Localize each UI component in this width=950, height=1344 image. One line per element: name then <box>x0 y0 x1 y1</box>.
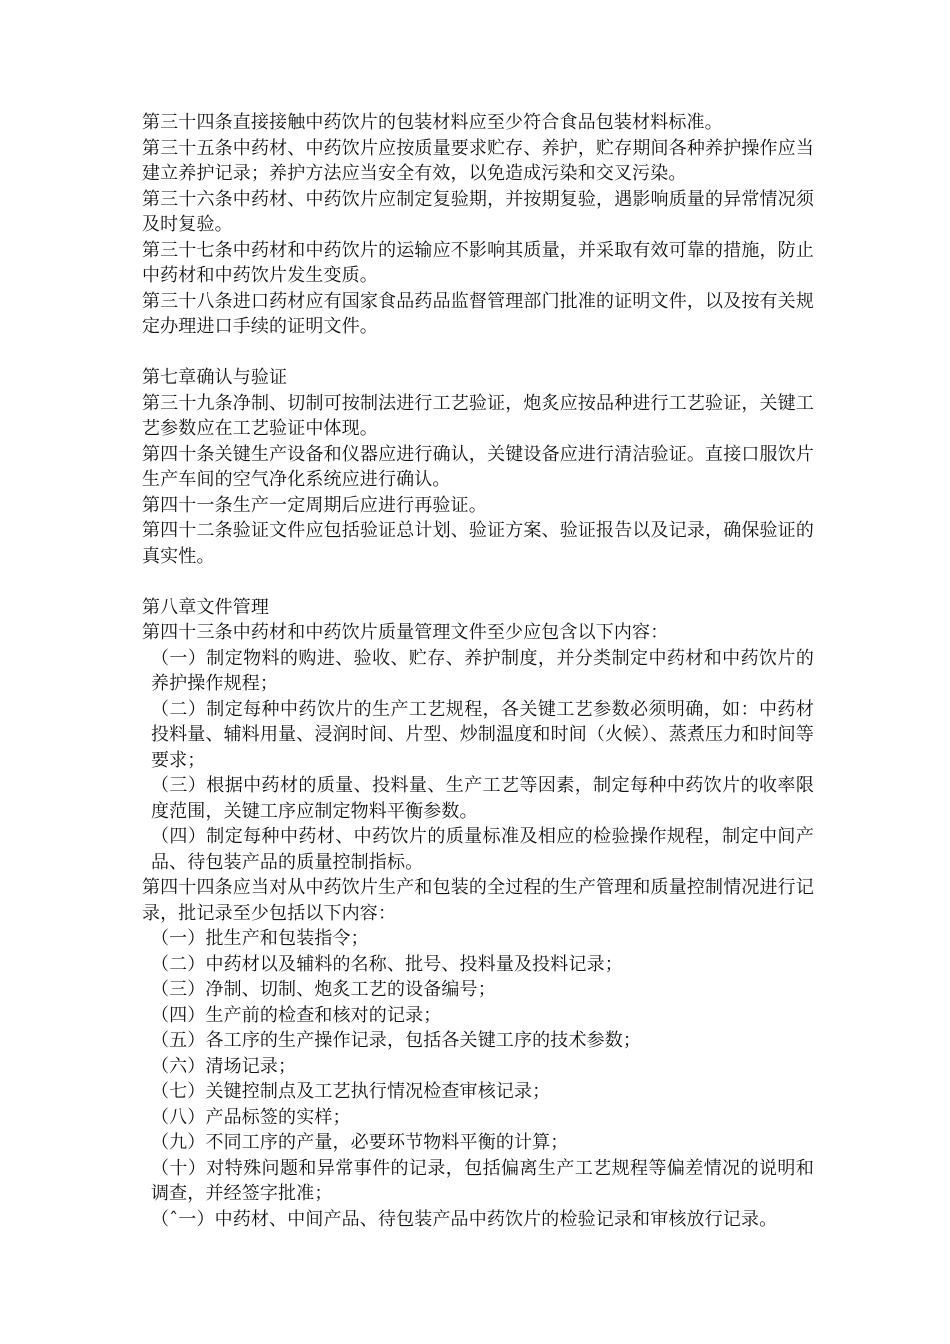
article-40: 第四十条关键生产设备和仪器应进行确认，关键设备应进行清洁验证。直接口服饮片生产车间的空气净化系统应进行确认。 <box>142 443 814 490</box>
article-44-item-1: （一）批生产和包装指令； <box>151 928 369 949</box>
article-44-item-2: （二）中药材以及辅料的名称、批号、投料量及投料记录； <box>151 953 623 975</box>
article-44-item-6: （六）清场记录； <box>151 1055 297 1077</box>
article-43: 第四十三条中药材和中药饮片质量管理文件至少应包含以下内容： <box>142 622 669 643</box>
chapter-8-title: 第八章文件管理 <box>142 596 270 618</box>
article-43-item-2: （二）制定每种中药饮片的生产工艺规程，各关键工艺参数必须明确，如：中药材投料量、辅料用量、浸润时间、片型、炒制温度和时间（火候）、蒸煮压力和时间等要求； <box>151 698 814 771</box>
article-37: 第三十七条中药材和中药饮片的运输应不影响其质量，并采取有效可靠的措施，防止中药材和中药饮片发生变质。 <box>142 239 814 286</box>
article-44-item-7: （七）关键控制点及工艺执行情况检查审核记录； <box>151 1081 551 1102</box>
chapter-7-title: 第七章确认与验证 <box>142 367 288 388</box>
article-44-item-8: （八）产品标签的实样； <box>151 1106 351 1128</box>
article-34: 第三十四条直接接触中药饮片的包装材料应至少符合食品包装材料标准。 <box>142 112 723 133</box>
article-44: 第四十四条应当对从中药饮片生产和包装的全过程的生产管理和质量控制情况进行记录，批记录至少包括以下内容： <box>142 877 814 924</box>
article-38: 第三十八条进口药材应有国家食品药品监督管理部门批准的证明文件，以及按有关规定办理进口手续的证明文件。 <box>142 290 814 337</box>
article-36: 第三十六条中药材、中药饮片应制定复验期，并按期复验，遇影响质量的异常情况须及时复验。 <box>142 188 814 235</box>
spacer <box>142 569 814 595</box>
article-44-item-9: （九）不同工序的产量，必要环节物料平衡的计算； <box>151 1132 569 1153</box>
article-44-item-3: （三）净制、切制、炮炙工艺的设备编号； <box>151 979 496 1000</box>
article-39: 第三十九条净制、切制可按制法进行工艺验证，炮炙应按品种进行工艺验证，关键工艺参数应在工艺验证中体现。 <box>142 392 814 439</box>
spacer <box>142 340 814 366</box>
article-43-item-1: （一）制定物料的购进、验收、贮存、养护制度，并分类制定中药材和中药饮片的养护操作规程； <box>151 647 814 694</box>
article-43-item-4: （四）制定每种中药材、中药饮片的质量标准及相应的检验操作规程，制定中间产品、待包装产品的质量控制指标。 <box>151 826 814 873</box>
article-42: 第四十二条验证文件应包括验证总计划、验证方案、验证报告以及记录，确保验证的真实性。 <box>142 520 814 567</box>
article-35: 第三十五条中药材、中药饮片应按质量要求贮存、养护，贮存期间各种养护操作应当建立养护记录；养护方法应当安全有效，以免造成污染和交叉污染。 <box>142 137 814 184</box>
document-page <box>142 110 814 1232</box>
article-43-item-3: （三）根据中药材的质量、投料量、生产工艺等因素，制定每种中药饮片的收率限度范围，关键工序应制定物料平衡参数。 <box>151 775 814 822</box>
article-41: 第四十一条生产一定周期后应进行再验证。 <box>142 494 487 516</box>
article-44-item-11: （ˆ一）中药材、中间产品、待包装产品中药饮片的检验记录和审核放行记录。 <box>151 1208 778 1230</box>
article-44-item-10: （十）对特殊问题和异常事件的记录，包括偏离生产工艺规程等偏差情况的说明和调查，并经签字批准； <box>151 1157 814 1204</box>
article-44-item-4: （四）生产前的检查和核对的记录； <box>151 1004 442 1026</box>
article-44-item-5: （五）各工序的生产操作记录，包括各关键工序的技术参数； <box>151 1030 642 1051</box>
